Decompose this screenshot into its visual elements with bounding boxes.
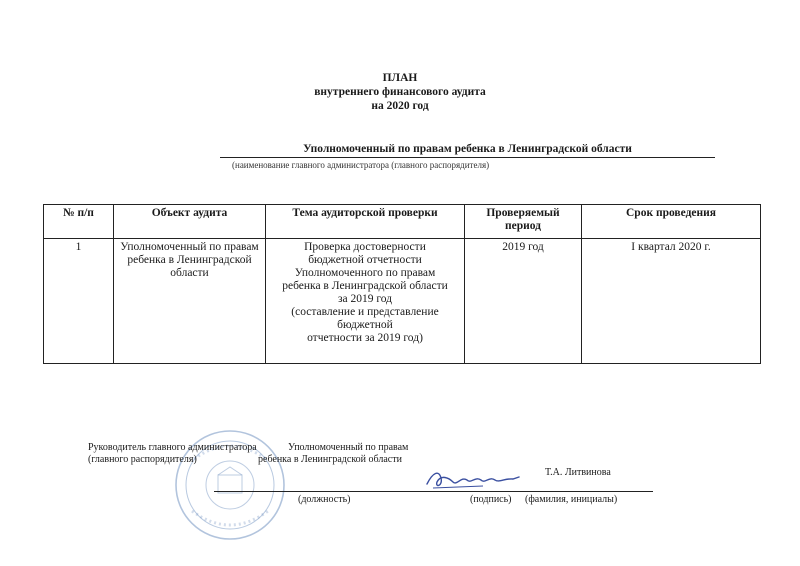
caption-name: (фамилия, инициалы) bbox=[525, 494, 618, 505]
topic-line: бюджетной bbox=[337, 319, 393, 331]
header-deadline: Срок проведения bbox=[582, 205, 761, 239]
topic-line: бюджетной отчетности bbox=[308, 254, 422, 266]
topic-line: ребенка в Ленинградской области bbox=[282, 280, 448, 292]
organization-note: (наименование главного администратора (главного распорядителя) bbox=[232, 160, 490, 170]
header-period: Проверяемый период bbox=[465, 205, 582, 239]
signer-position-line2: ребенка в Ленинградской области bbox=[258, 454, 402, 465]
organization-name: Уполномоченный по правам ребенка в Ленинградской области bbox=[220, 143, 715, 158]
cell-topic bbox=[266, 239, 465, 364]
cell-deadline: I квартал 2020 г. bbox=[582, 239, 761, 364]
topic-line: Уполномоченного по правам bbox=[294, 267, 436, 279]
signer-role-line2: (главного распорядителя) bbox=[88, 454, 197, 465]
header-number: № п/п bbox=[44, 205, 114, 239]
signer-position-line1: Уполномоченный по правам bbox=[288, 442, 409, 453]
cell-number: 1 bbox=[44, 239, 114, 364]
signer-role-line1: Руководитель главного администратора bbox=[88, 442, 257, 453]
caption-signature: (подпись) bbox=[470, 494, 512, 505]
topic-line: отчетности за 2019 год) bbox=[307, 332, 423, 344]
audit-table bbox=[43, 204, 761, 364]
signer-name: Т.А. Литвинова bbox=[545, 467, 611, 478]
table-header-row bbox=[44, 205, 761, 239]
doc-period: на 2020 год bbox=[371, 100, 429, 112]
cell-period: 2019 год bbox=[465, 239, 582, 364]
topic-line: Проверка достоверности bbox=[304, 241, 426, 253]
table-row bbox=[44, 239, 761, 364]
handwritten-signature-icon bbox=[423, 464, 523, 494]
cell-object: Уполномоченный по правам ребенка в Ленинградской области bbox=[114, 239, 266, 364]
header-topic: Тема аудиторской проверки bbox=[266, 205, 465, 239]
topic-line: за 2019 год bbox=[337, 293, 393, 305]
doc-subtitle: внутреннего финансового аудита bbox=[314, 86, 486, 98]
doc-title: ПЛАН bbox=[382, 72, 418, 84]
topic-line: (составление и представление bbox=[291, 306, 439, 318]
header-object: Объект аудита bbox=[114, 205, 266, 239]
signature-line bbox=[214, 491, 653, 492]
caption-position: (должность) bbox=[298, 494, 351, 505]
